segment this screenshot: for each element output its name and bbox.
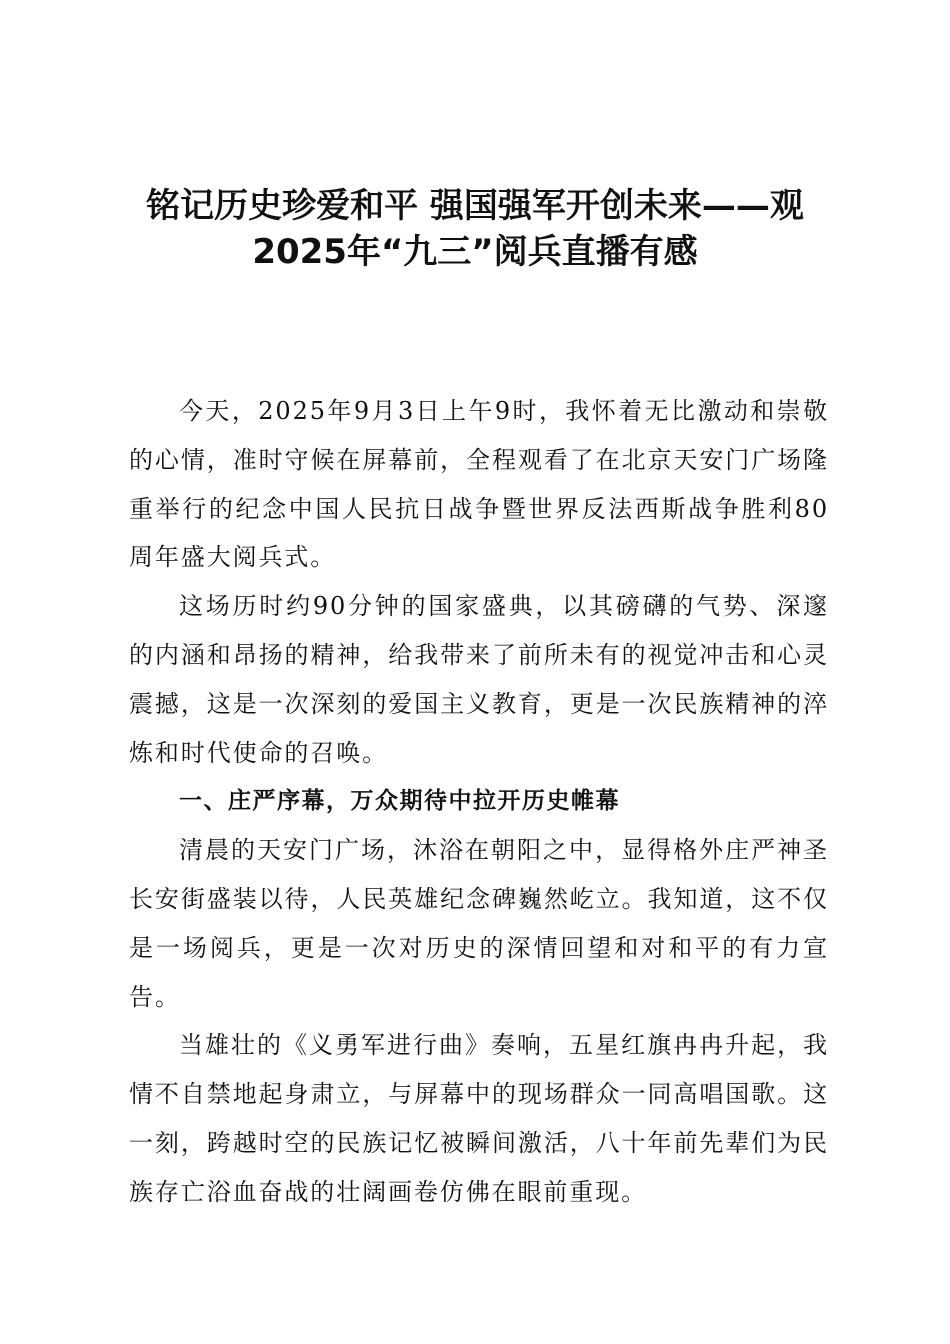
paragraph-morning: 清晨的天安门广场，沐浴在朝阳之中，显得格外庄严神圣长安街盛装以待，人民英雄纪念碑巍然屹立。我知道，这不仅是一场阅兵，更是一次对历史的深情回望和对和平的有力宣告。 — [129, 836, 829, 1011]
document-body — [129, 387, 829, 1217]
paragraph-ceremony: 这场历时约90分钟的国家盛典，以其磅礴的气势、深邃的内涵和昂扬的精神，给我带来了前所未有的视觉冲击和心灵震撼，这是一次深刻的爱国主义教育，更是一次民族精神的淬炼和时代使命的召唤。 — [129, 592, 829, 767]
title-line-1: 铭记历史珍爱和平 强国强军开创未来——观 — [146, 186, 804, 226]
paragraph-anthem: 当雄壮的《义勇军进行曲》奏响，五星红旗冉冉升起，我情不自禁地起身肃立，与屏幕中的现场群众一同高唱国歌。这一刻，跨越时空的民族记忆被瞬间激活，八十年前先辈们为民族存亡浴血奋战的壮阔画卷仿佛在眼前重现。 — [129, 1031, 829, 1206]
title-line-2: 2025年“九三”阅兵直播有感 — [252, 232, 698, 272]
paragraph-intro: 今天，2025年9月3日上午9时，我怀着无比激动和崇敬的心情，准时守候在屏幕前，全程观看了在北京天安门广场隆重举行的纪念中国人民抗日战争暨世界反法西斯战争胜利80周年盛大阅兵式。 — [129, 397, 829, 572]
section-heading: 一、庄严序幕，万众期待中拉开历史帷幕 — [179, 788, 620, 815]
document-title — [110, 183, 840, 275]
